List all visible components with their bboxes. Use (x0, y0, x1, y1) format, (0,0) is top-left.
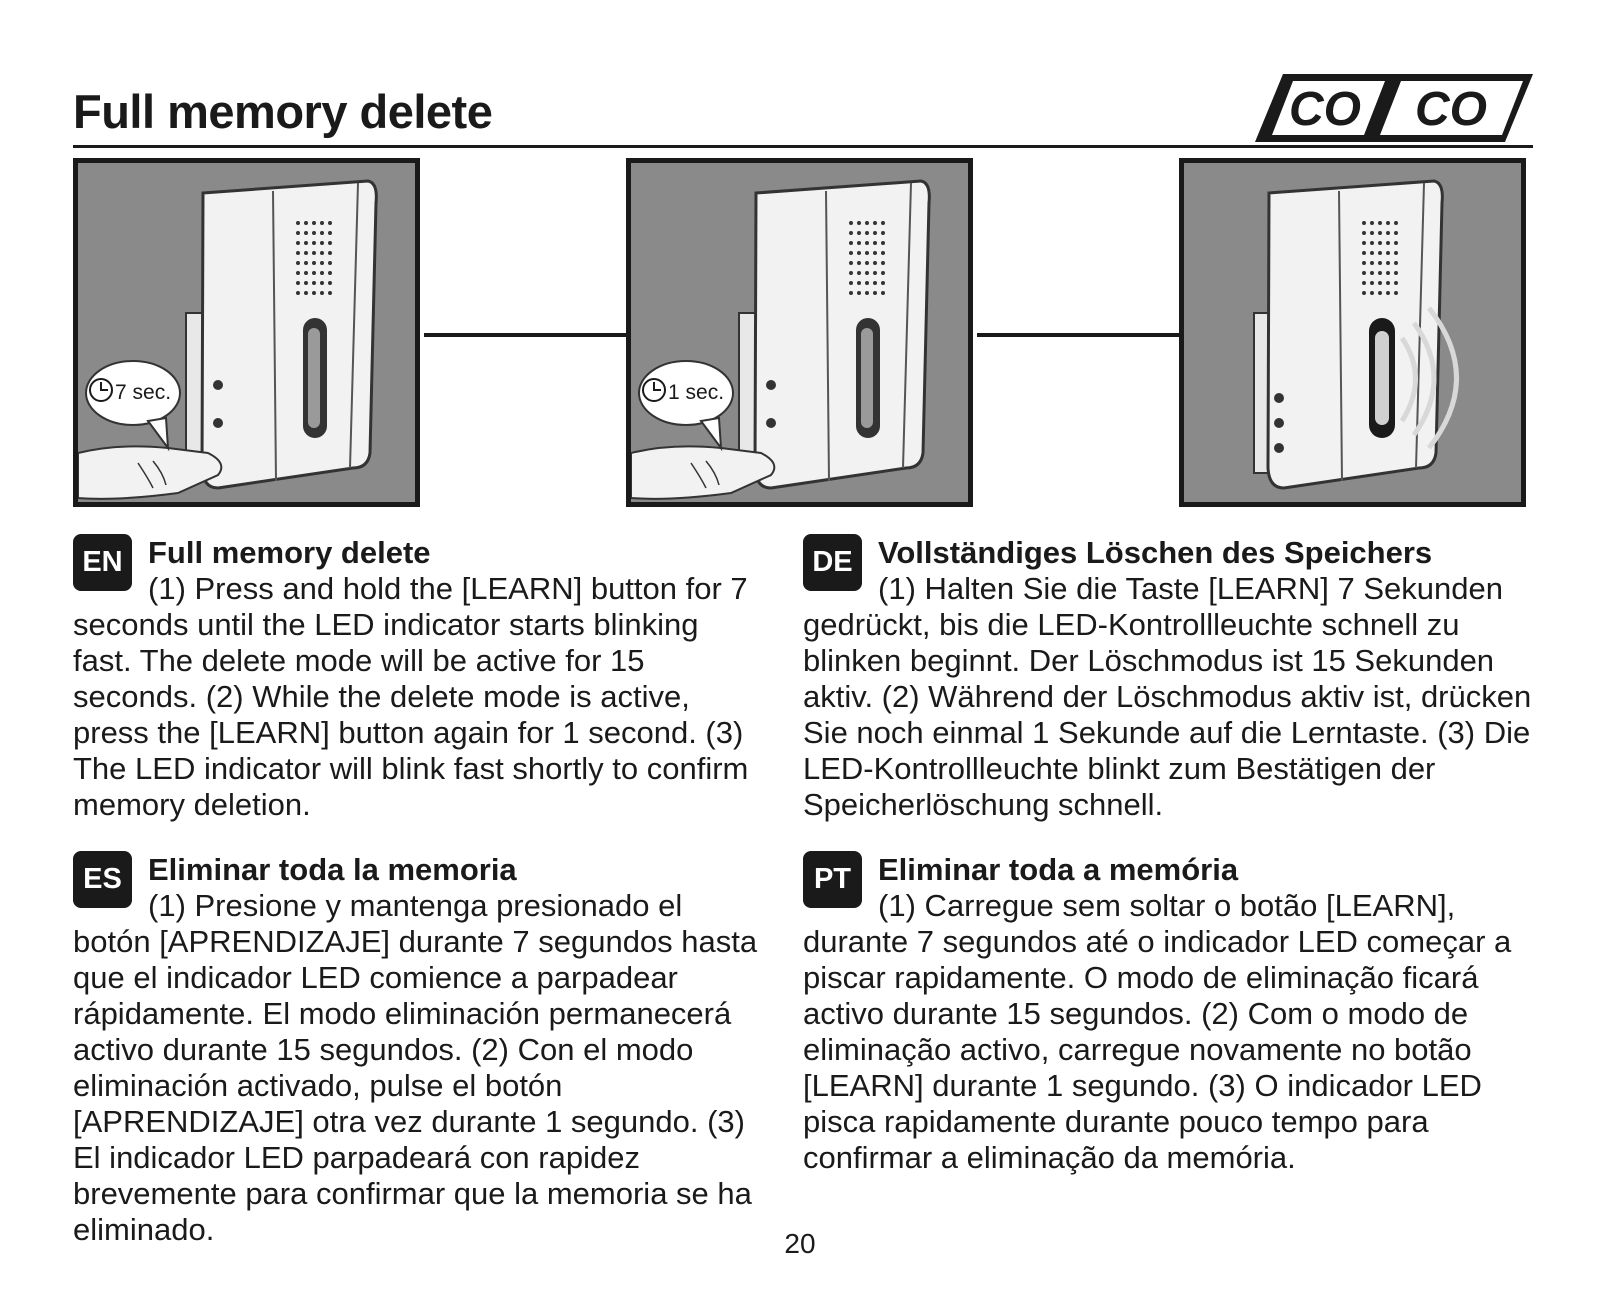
section-de (803, 535, 1533, 823)
section-body: (1) Carregue sem soltar o botão [LEARN], durante 7 segundos até o indicador LED começar a piscar rapidamente. O modo de eliminação ficará activo durante 15 segundos. (2) Com o modo de eliminação activo, carregue novamente no botão [LEARN] durante 1 segundo. (3) O indicador LED pisca rapidamente durante pouco tempo para confirmar a eliminação da memória. (803, 888, 1512, 1175)
section-body: (1) Halten Sie die Taste [LEARN] 7 Sekunden gedrückt, bis die LED-Kontrollleuchte schnell zu blinken beginnt. Der Löschmodus ist 15 Sekunden aktiv. (2) Während der Löschmodus aktiv ist, drücken Sie noch einmal 1 Sekunde auf die Lerntaste. (3) Die LED-Kontrollleuchte blinkt zum Bestätigen der Speicherlöschung schnell. (803, 571, 1532, 822)
step-illustration-2 (626, 158, 973, 507)
section-es (73, 852, 763, 1248)
language-badge: ES (73, 851, 132, 908)
language-badge: PT (803, 851, 862, 908)
step-illustration-3 (1179, 158, 1526, 507)
timer-label: 1 sec. (668, 381, 725, 404)
title-rule (73, 145, 1533, 148)
section-heading: Full memory delete (148, 535, 431, 570)
language-badge: DE (803, 534, 862, 591)
section-heading: Eliminar toda la memoria (148, 852, 517, 887)
section-pt (803, 852, 1533, 1176)
step-illustration-1 (73, 158, 420, 507)
page-number: 20 (784, 1228, 816, 1259)
svg-text:CO: CO (1289, 83, 1361, 136)
language-badge: EN (73, 534, 132, 591)
section-body: (1) Press and hold the [LEARN] button for 7 seconds until the LED indicator starts blinking fast. The delete mode will be active for 15 seconds. (2) While the delete mode is active, press the [LEARN] button again for 1 second. (3) The LED indicator will blink fast shortly to confirm memory deletion. (73, 571, 749, 822)
svg-text:CO: CO (1415, 83, 1487, 136)
section-body: (1) Presione y mantenga presionado el botón [APRENDIZAJE] durante 7 segundos hasta que el indicador LED comience a parpadear rápidamente. El modo eliminación permanecerá activo durante 15 segundos. (2) Con el modo eliminación activado, pulse el botón [APRENDIZAJE] otra vez durante 1 segundo. (3) El indicador LED parpadeará con rapidez brevemente para confirmar que la memoria se ha eliminado. (73, 888, 758, 1247)
section-en (73, 535, 763, 823)
page-title: Full memory delete (73, 85, 493, 138)
coco-logo (1255, 72, 1535, 144)
section-heading: Eliminar toda a memória (878, 852, 1239, 887)
timer-label: 7 sec. (115, 381, 172, 404)
section-heading: Vollständiges Löschen des Speichers (878, 535, 1433, 570)
